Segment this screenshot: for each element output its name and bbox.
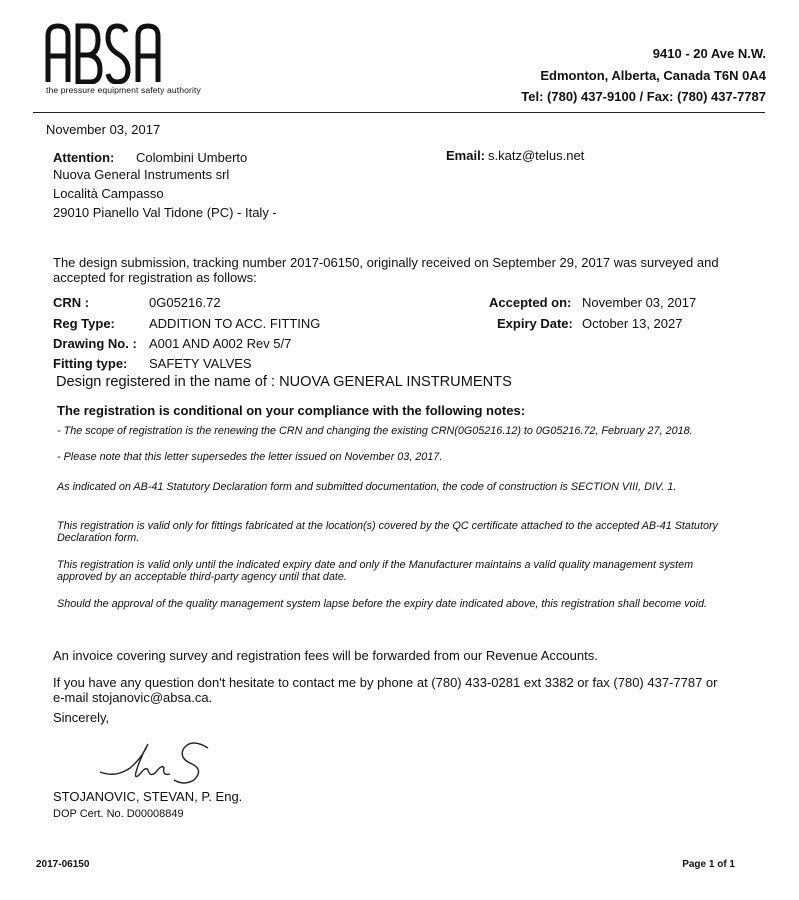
note-supersedes: - Please note that this letter supersedes the letter issued on November 03, 2017. [57, 451, 443, 463]
recipient-locality: Località Campasso [53, 186, 164, 201]
drawing-value: A001 AND A002 Rev 5/7 [149, 336, 292, 351]
regtype-label: Reg Type: [53, 316, 115, 331]
letter-date: November 03, 2017 [46, 122, 161, 137]
drawing-label: Drawing No. : [53, 336, 137, 351]
email-label: Email: [446, 148, 486, 163]
email-value: s.katz@telus.net [488, 148, 585, 163]
accepted-label: Accepted on: [489, 295, 572, 310]
attention-name: Colombini Umberto [136, 150, 248, 165]
header-divider [33, 112, 765, 113]
expiry-value: October 13, 2027 [582, 316, 683, 331]
signer-name: STOJANOVIC, STEVAN, P. Eng. [53, 789, 243, 804]
crn-label: CRN : [53, 295, 90, 310]
contact-paragraph: If you have any question don't hesitate to contact me by phone at (780) 433-0281 ext 3382 or fax (780) 437-7787 or e-mail stojanovic@absa.ca. [53, 675, 718, 705]
note-void: Should the approval of the quality management system lapse before the expiry date indicated above, this registration shall become void. [57, 598, 707, 610]
fitting-value: SAFETY VALVES [149, 356, 252, 371]
invoice-paragraph: An invoice covering survey and registration fees will be forwarded from our Revenue Accounts. [53, 648, 598, 663]
logo-tagline: the pressure equipment safety authority [46, 85, 201, 95]
note-code-of-construction: As indicated on AB-41 Statutory Declaration form and submitted documentation, the code of construction is SECTION VIII, DIV. 1. [57, 481, 677, 493]
expiry-label: Expiry Date: [497, 316, 573, 331]
fitting-label: Fitting type: [53, 356, 128, 371]
footer-page-number: Page 1 of 1 [682, 859, 735, 870]
intro-paragraph: The design submission, tracking number 2017-06150, originally received on September 29, 2017 was surveyed and accepted for registration as follows: [53, 255, 719, 285]
note-scope: - The scope of registration is the renewing the CRN and changing the existing CRN(0G05216.12) to 0G05216.72, February 27, 2018. [57, 425, 693, 437]
attention-label: Attention: [53, 150, 115, 165]
note-qc-certificate: This registration is valid only for fittings fabricated at the location(s) covered by the QC certificate attached to the accepted AB-41 Statutory Declaration form. [57, 520, 718, 545]
accepted-value: November 03, 2017 [582, 295, 697, 310]
closing-sincerely: Sincerely, [53, 710, 110, 725]
recipient-city: 29010 Pianello Val Tidone (PC) - Italy - [53, 205, 277, 220]
design-registered: Design registered in the name of : NUOVA GENERAL INSTRUMENTS [56, 374, 512, 390]
conditional-heading: The registration is conditional on your compliance with the following notes: [57, 403, 526, 418]
signer-cert: DOP Cert. No. D00008849 [53, 808, 184, 820]
absa-logo [44, 22, 162, 84]
regtype-value: ADDITION TO ACC. FITTING [149, 316, 321, 331]
address-line-1: 9410 - 20 Ave N.W. [652, 46, 766, 61]
address-line-3: Tel: (780) 437-9100 / Fax: (780) 437-7787 [521, 89, 766, 104]
address-line-2: Edmonton, Alberta, Canada T6N 0A4 [540, 68, 766, 83]
signature-image [96, 738, 216, 788]
footer-tracking: 2017-06150 [36, 859, 90, 870]
crn-value: 0G05216.72 [149, 295, 221, 310]
recipient-company: Nuova General Instruments srl [53, 167, 230, 182]
note-expiry-validity: This registration is valid only until the indicated expiry date and only if the Manufacturer maintains a valid quality management system approved by an acceptable third-party agency until that date. [57, 559, 694, 584]
